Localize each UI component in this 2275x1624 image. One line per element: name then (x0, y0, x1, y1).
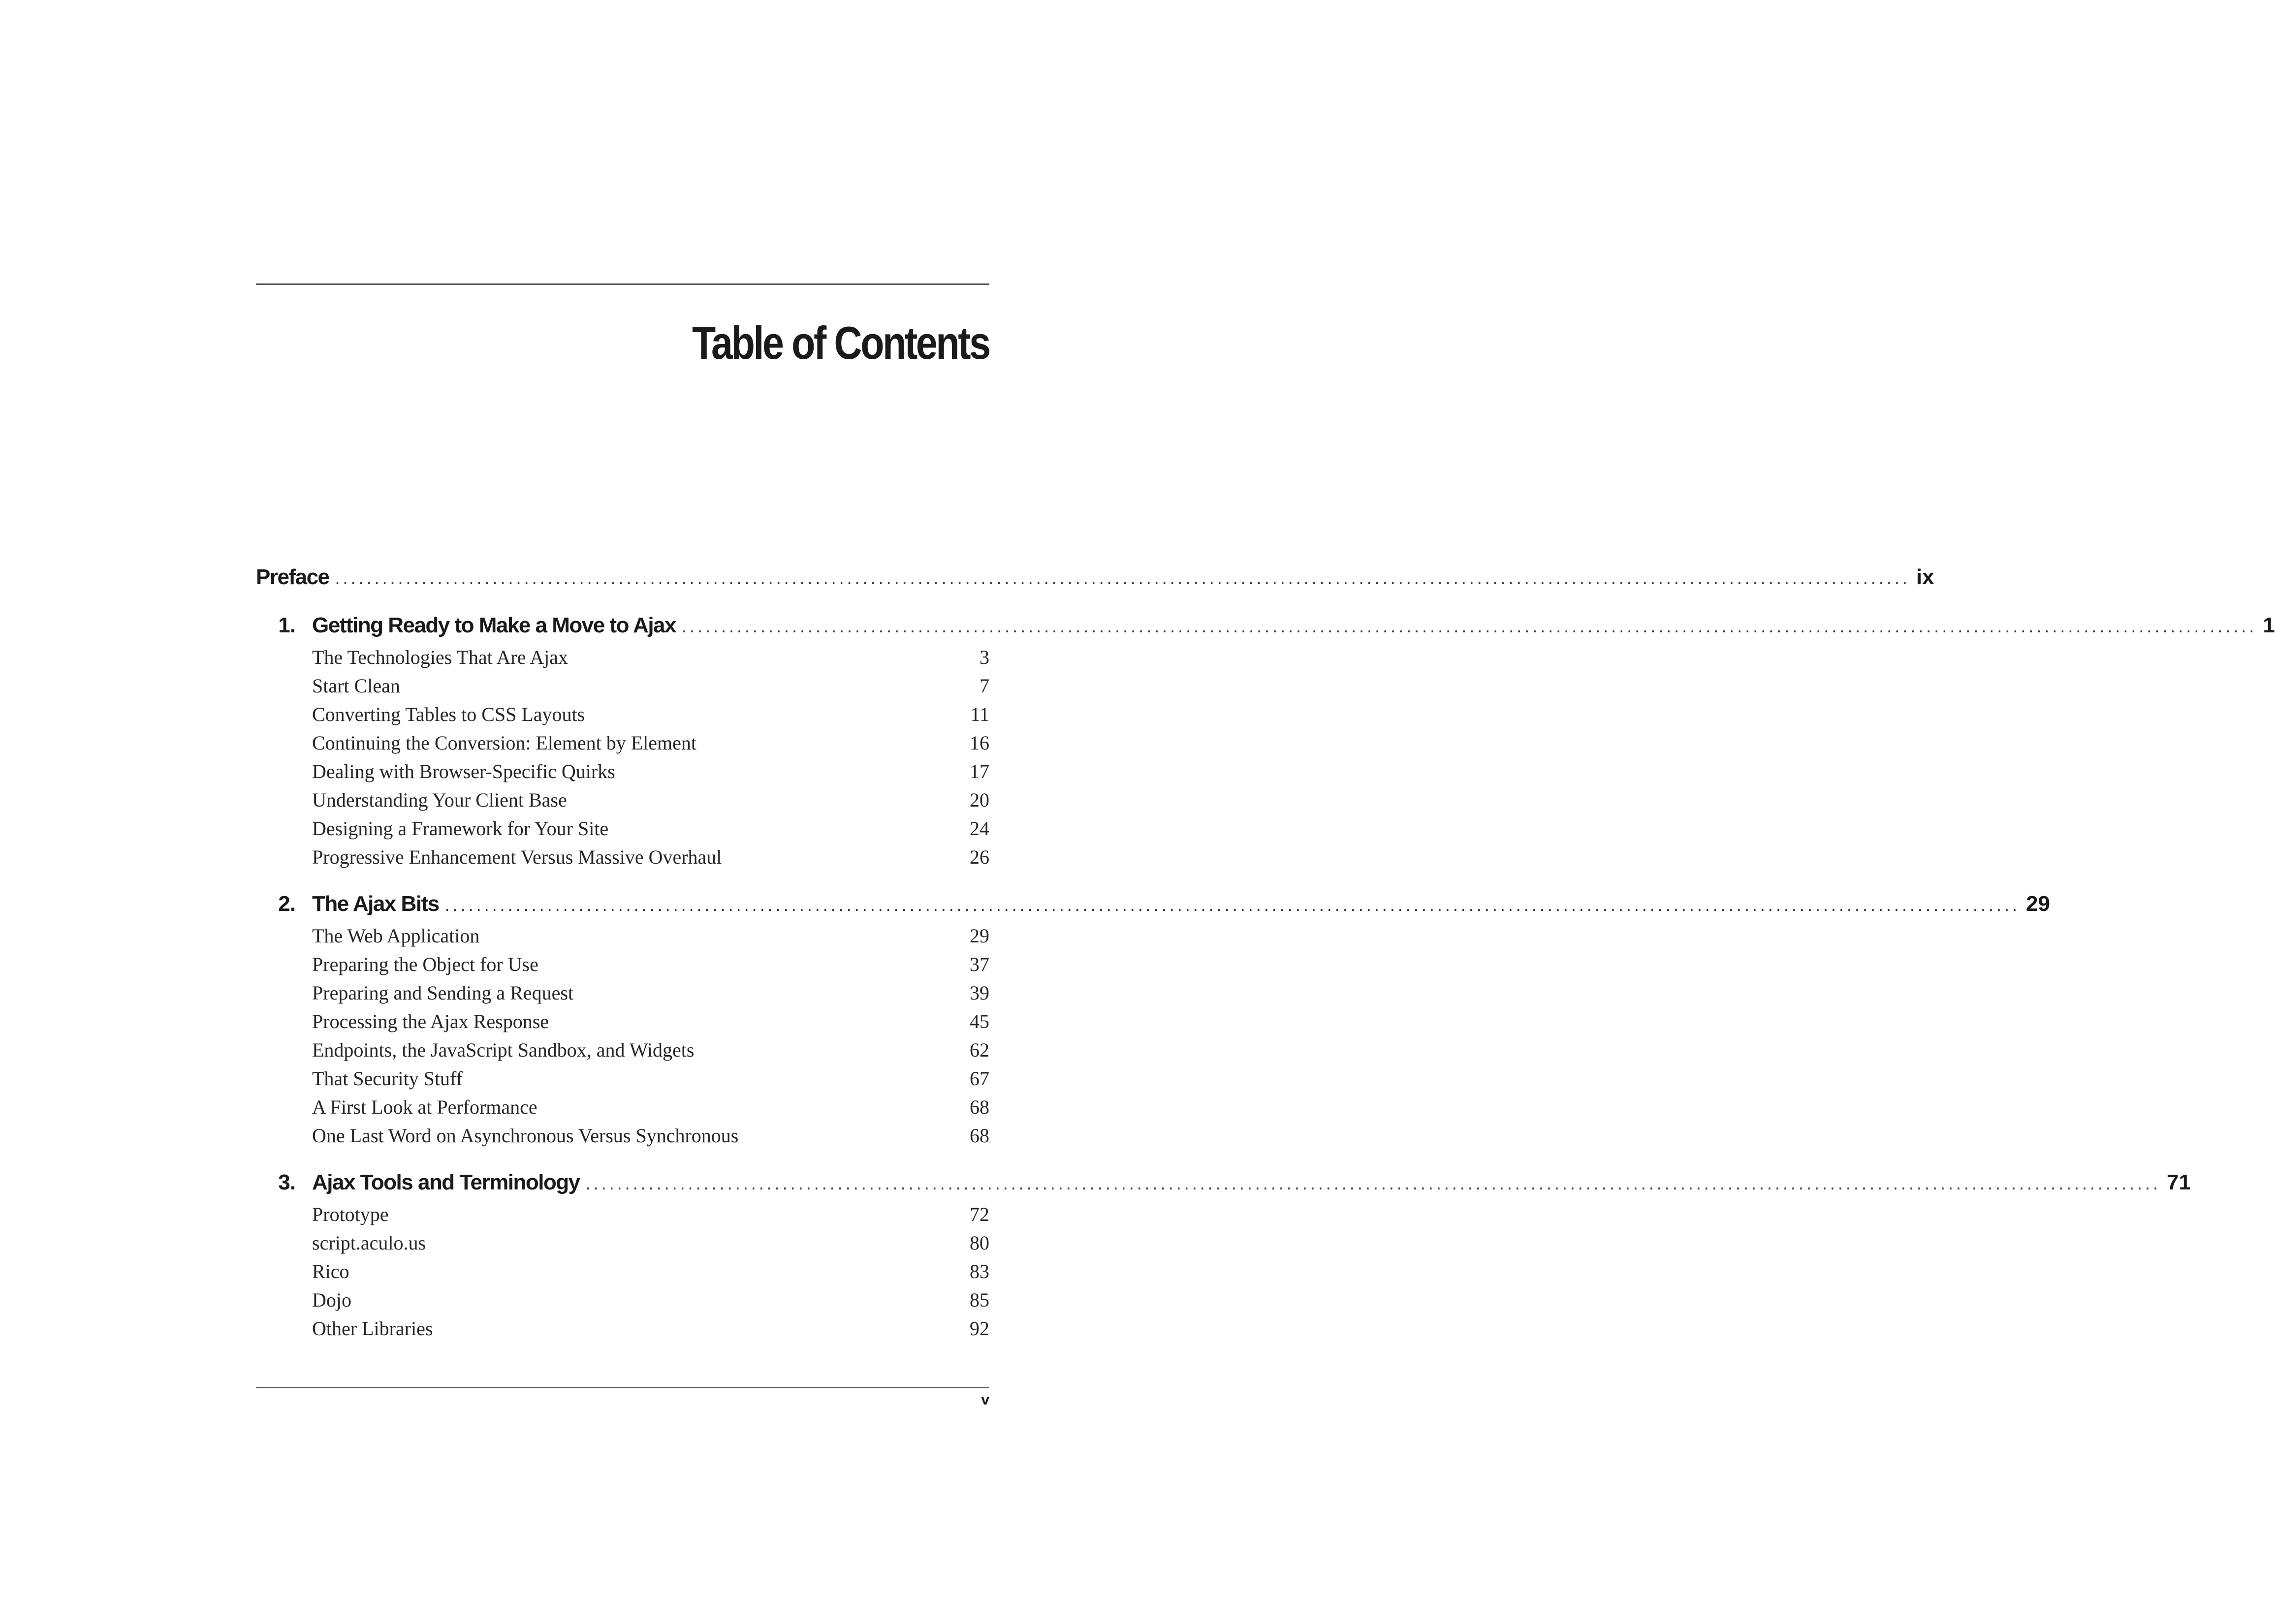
dot-leader: ........................................................................................................................................................................................................ (585, 1173, 2161, 1193)
section-page: 68 (970, 1096, 989, 1118)
toc-section-entry[interactable] (256, 731, 989, 760)
section-title: Converting Tables to CSS Layouts (312, 703, 585, 725)
section-page: 80 (970, 1232, 989, 1254)
section-title: Progressive Enhancement Versus Massive Overhaul (312, 846, 722, 868)
section-page: 20 (970, 789, 989, 811)
dot-leader: ........................................................................................................................................................................................................ (444, 895, 2020, 915)
section-page: 16 (970, 732, 989, 754)
toc-section-entry[interactable] (256, 1317, 989, 1345)
section-title: Start Clean (312, 675, 400, 697)
section-title: Dealing with Browser-Specific Quirks (312, 760, 615, 782)
section-page: 83 (970, 1260, 989, 1282)
section-title: One Last Word on Asynchronous Versus Synchronous (312, 1124, 739, 1147)
dot-leader: ........................................................................................................................................................................................................ (335, 568, 1910, 588)
section-title: That Security Stuff (312, 1067, 463, 1090)
section-page: 92 (970, 1317, 989, 1340)
section-page: 11 (970, 703, 989, 725)
toc-section-entry[interactable] (256, 1038, 989, 1067)
section-title: script.aculo.us (312, 1232, 426, 1254)
table-of-contents (256, 565, 2275, 1363)
toc-section-entry[interactable] (256, 646, 989, 674)
toc-section-entry[interactable] (256, 1067, 989, 1095)
toc-section-entry[interactable] (256, 981, 989, 1010)
chapter-title: The Ajax Bits (312, 892, 439, 916)
section-title: Understanding Your Client Base (312, 789, 567, 811)
chapter-block (256, 892, 2050, 1153)
dot-leader: ........................................................................................................................................................................................................ (682, 616, 2257, 636)
section-page: 62 (970, 1039, 989, 1061)
section-page: 37 (970, 953, 989, 975)
chapter-number: 1. (278, 613, 295, 637)
page-number: v (981, 1392, 989, 1408)
chapter-title: Getting Ready to Make a Move to Ajax (312, 613, 676, 637)
toc-section-entry[interactable] (256, 924, 989, 953)
section-page: 7 (980, 675, 989, 697)
toc-preface-entry[interactable] (256, 565, 1934, 599)
chapter-number: 2. (278, 892, 295, 916)
section-page: 45 (970, 1010, 989, 1032)
chapter-page: 29 (2026, 892, 2050, 916)
section-page: 68 (970, 1124, 989, 1147)
toc-section-entry[interactable] (256, 760, 989, 788)
chapter-page: 71 (2167, 1170, 2191, 1194)
section-page: 29 (970, 925, 989, 947)
section-title: The Web Application (312, 925, 480, 947)
section-title: A First Look at Performance (312, 1096, 537, 1118)
toc-chapter-entry[interactable] (256, 613, 2275, 646)
toc-chapter-entry[interactable] (256, 892, 2050, 924)
toc-section-entry[interactable] (256, 674, 989, 703)
toc-section-entry[interactable] (256, 1124, 989, 1153)
chapter-title: Ajax Tools and Terminology (312, 1170, 580, 1194)
section-page: 26 (970, 846, 989, 868)
preface-title: Preface (256, 565, 329, 589)
toc-section-entry[interactable] (256, 845, 989, 874)
section-title: Endpoints, the JavaScript Sandbox, and Widgets (312, 1039, 695, 1061)
section-title: Prototype (312, 1203, 389, 1225)
toc-section-entry[interactable] (256, 788, 989, 817)
toc-section-entry[interactable] (256, 703, 989, 731)
section-page: 67 (970, 1067, 989, 1090)
chapter-page: 1 (2263, 613, 2275, 637)
preface-page: ix (1916, 565, 1934, 589)
top-rule (256, 283, 989, 285)
section-title: Processing the Ajax Response (312, 1010, 549, 1032)
toc-section-entry[interactable] (256, 953, 989, 981)
section-title: Rico (312, 1260, 349, 1282)
section-page: 72 (970, 1203, 989, 1225)
toc-section-entry[interactable] (256, 1288, 989, 1317)
section-page: 17 (970, 760, 989, 782)
page-title: Table of Contents (692, 316, 989, 369)
toc-section-entry[interactable] (256, 1010, 989, 1038)
section-page: 39 (970, 982, 989, 1004)
section-title: Continuing the Conversion: Element by Element (312, 732, 696, 754)
chapter-block (256, 613, 2275, 874)
toc-section-entry[interactable] (256, 1095, 989, 1124)
section-title: Preparing the Object for Use (312, 953, 538, 975)
section-page: 3 (980, 646, 989, 668)
section-page: 24 (970, 817, 989, 840)
toc-section-entry[interactable] (256, 1203, 989, 1231)
toc-section-entry[interactable] (256, 1260, 989, 1288)
section-title: The Technologies That Are Ajax (312, 646, 569, 668)
section-page: 85 (970, 1289, 989, 1311)
section-title: Other Libraries (312, 1317, 433, 1340)
chapter-block (256, 1170, 2191, 1345)
toc-section-entry[interactable] (256, 817, 989, 845)
section-title: Dojo (312, 1289, 351, 1311)
toc-section-entry[interactable] (256, 1231, 989, 1260)
toc-chapter-entry[interactable] (256, 1170, 2191, 1203)
bottom-rule (256, 1387, 989, 1388)
section-title: Preparing and Sending a Request (312, 982, 573, 1004)
chapter-number: 3. (278, 1170, 295, 1194)
section-title: Designing a Framework for Your Site (312, 817, 609, 840)
